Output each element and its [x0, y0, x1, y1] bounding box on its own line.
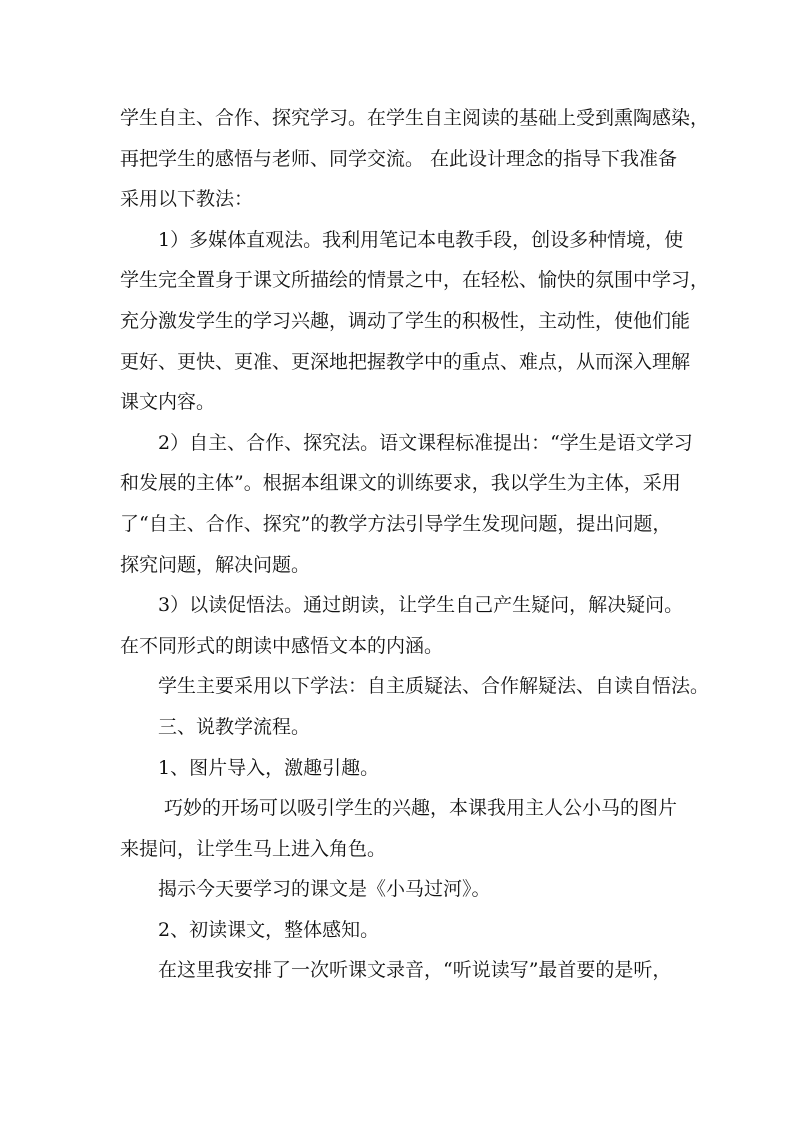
text-line: 探究问题，解决问题。: [120, 553, 311, 576]
text-line: 学生完全置身于课文所描绘的情景之中，在轻松、愉快的氛围中学习，: [120, 269, 710, 292]
text-line: 充分激发学生的学习兴趣，调动了学生的积极性，主动性，使他们能: [120, 309, 691, 332]
paragraph-intro: 巧妙的开场可以吸引学生的兴趣，本课我用主人公小马的图片: [164, 797, 678, 820]
paragraph-learning-methods: 学生主要采用以下学法：自主质疑法、合作解疑法、自读自悟法。: [158, 675, 710, 698]
text-line: 在不同形式的朗读中感悟文本的内涵。: [120, 634, 444, 657]
text-line: 采用以下教法：: [120, 188, 254, 211]
text-line: 来提问，让学生马上进入角色。: [120, 837, 387, 860]
text-line: 了“自主、合作、探究”的教学方法引导学生发现问题，提出问题，: [120, 512, 672, 535]
text-line: 学生自主、合作、探究学习。在学生自主阅读的基础上受到熏陶感染，: [120, 107, 710, 129]
text-line: 再把学生的感悟与老师、同学交流。 在此设计理念的指导下我准备: [120, 147, 678, 170]
subsection-heading: 2、初读课文，整体感知。: [158, 918, 380, 941]
section-heading: 三、说教学流程。: [158, 715, 311, 738]
paragraph-reveal: 揭示今天要学习的课文是《小马过河》。: [158, 878, 491, 901]
paragraph-method-1: 1）多媒体直观法。我利用笔记本电教手段，创设多种情境，使: [158, 228, 684, 251]
paragraph-method-2: 2）自主、合作、探究法。语文课程标准提出：“学生是语文学习: [158, 431, 693, 454]
text-line: 课文内容。: [120, 391, 216, 414]
subsection-heading: 1、图片导入，激趣引趣。: [158, 756, 380, 779]
text-line: 更好、更快、更准、更深地把握教学中的重点、难点，从而深入理解: [120, 350, 691, 373]
paragraph-listening: 在这里我安排了一次听课文录音，“听说读写”最首要的是听，: [158, 959, 672, 982]
paragraph-method-3: 3）以读促悟法。通过朗读，让学生自己产生疑问，解决疑问。: [158, 594, 684, 617]
text-line: 和发展的主体”。根据本组课文的训练要求，我以学生为主体，采用: [120, 472, 681, 495]
